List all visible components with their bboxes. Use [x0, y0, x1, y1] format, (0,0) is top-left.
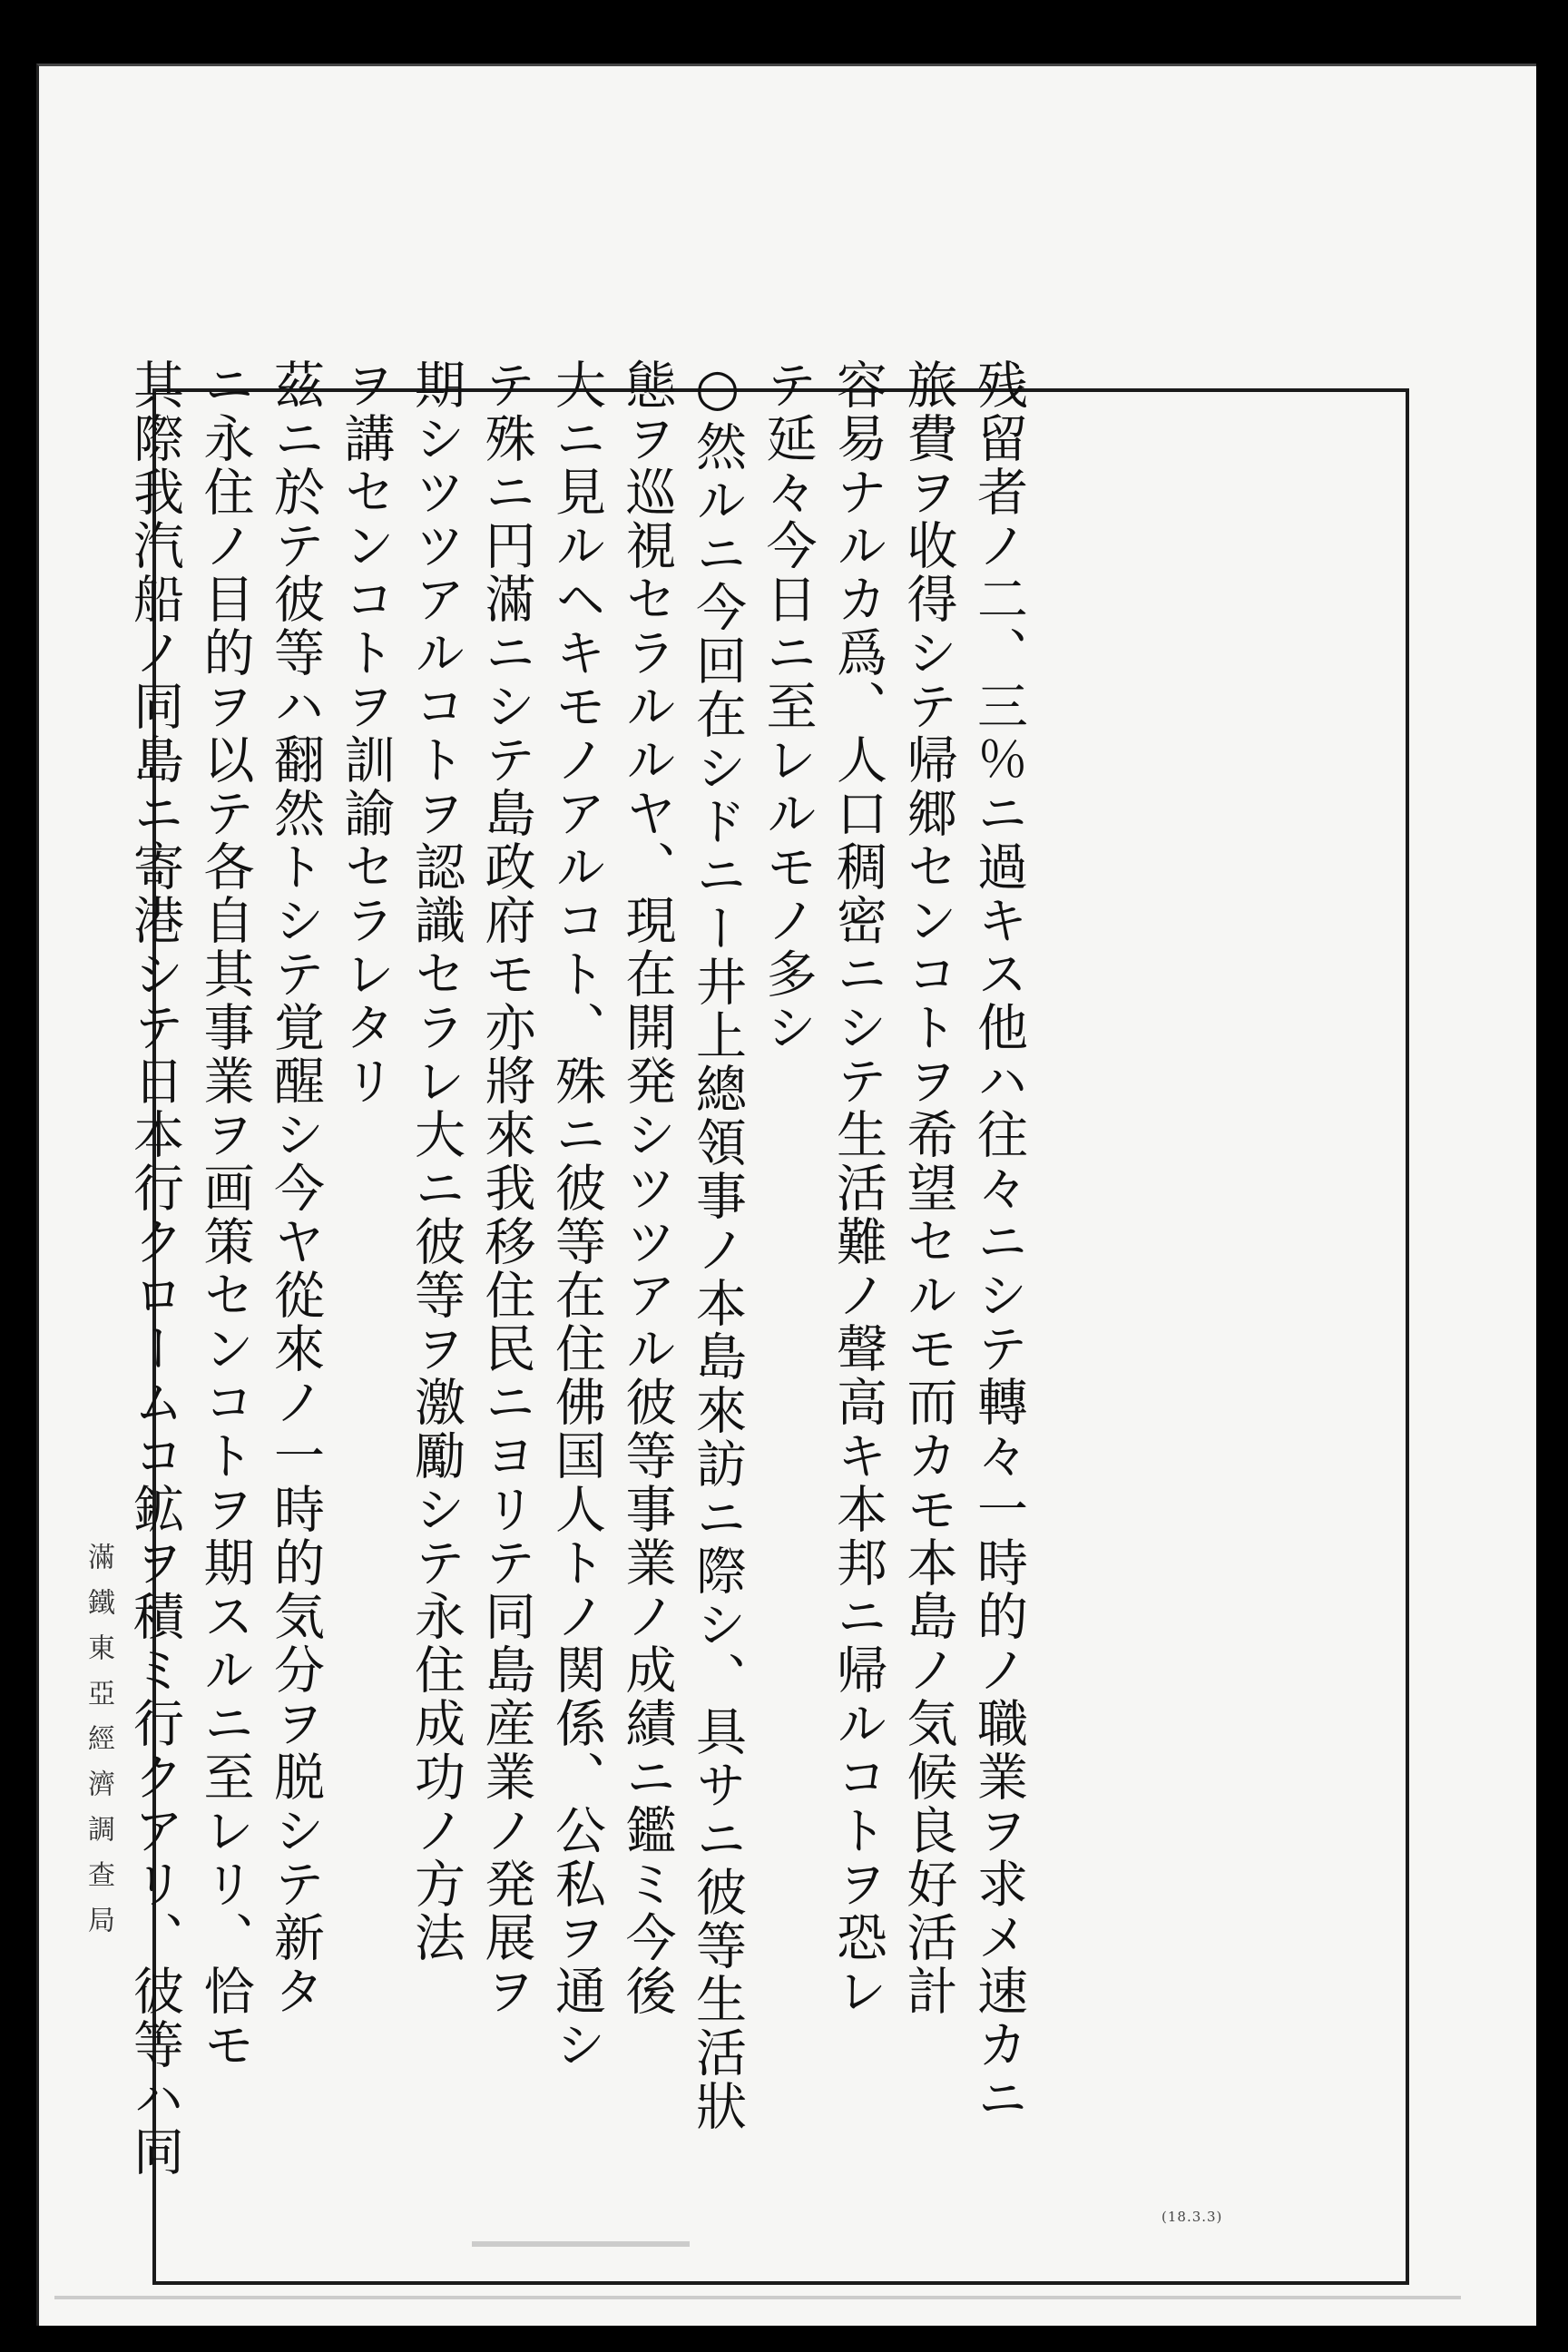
scan-smudge — [472, 2241, 690, 2247]
publisher-side-label: 滿鐵東亞經濟調查局 — [83, 1543, 114, 1951]
text-column: テ延々今日ニ至レルモノ多シ — [758, 358, 818, 1054]
text-column: 大ニ見ルヘキモノアルコト、殊ニ彼等在住佛国人トノ関係、公私ヲ通シ — [547, 358, 606, 2072]
scan-smudge — [54, 2296, 1461, 2299]
text-column: 期シツツアルコトヲ認識セラレ大ニ彼等ヲ激勵シテ永住成功ノ方法 — [407, 358, 466, 1965]
footer-stamp: (18.3.3) — [1161, 2209, 1223, 2225]
text-column: 態ヲ巡視セラルルヤ、現在開発シツツアル彼等事業ノ成績ニ鑑ミ今後 — [617, 358, 677, 2018]
text-column: 旅費ヲ收得シテ帰郷センコトヲ希望セルモ而カモ本島ノ気候良好活計 — [898, 358, 958, 2018]
vertical-text-body — [118, 358, 1034, 2237]
text-column: テ殊ニ円滿ニシテ島政府モ亦將來我移住民ニヨリテ同島産業ノ発展ヲ — [476, 358, 536, 2018]
text-column: ニ永住ノ目的ヲ以テ各自其事業ヲ画策センコトヲ期スルニ至レリ、恰モ — [195, 358, 255, 2072]
text-column: 茲ニ於テ彼等ハ翻然トシテ覚醒シ今ヤ從來ノ一時的気分ヲ脱シテ新タ — [266, 358, 325, 2018]
text-column: 其際我汽船ノ同島ニ寄港シテ日本行クロームコ鉱ヲ積ミ行クアリ、彼等ハ同 — [125, 358, 184, 2179]
text-column: 残留者ノ二、三％ニ過キス他ハ往々ニシテ轉々一時的ノ職業ヲ求メ速カニ — [969, 358, 1028, 2125]
text-column: ヲ講センコトヲ訓諭セラレタリ — [336, 358, 396, 1108]
text-column: 容易ナルカ爲、人口稠密ニシテ生活難ノ聲高キ本邦ニ帰ルコトヲ恐レ — [828, 358, 887, 2018]
text-column: ○然ルニ今回在シドニー井上總領事ノ本島來訪ニ際シ、具サニ彼等生活狀 — [688, 358, 747, 2133]
